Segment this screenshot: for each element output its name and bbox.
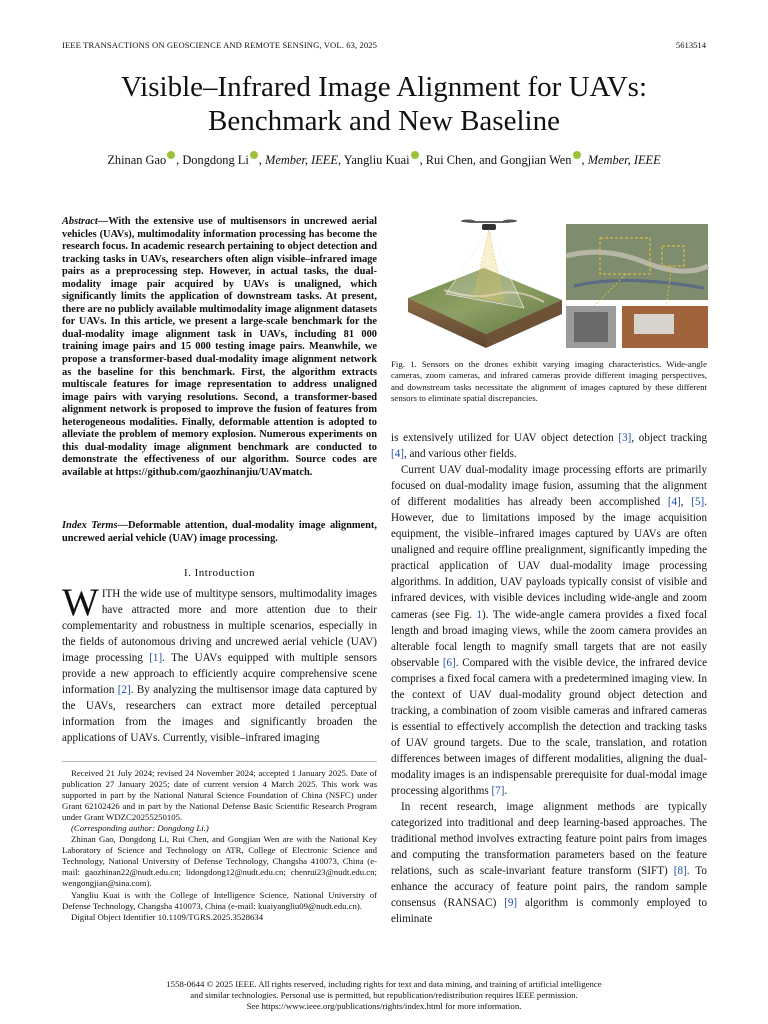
- text-part: is extensively utilized for UAV object detection: [391, 432, 619, 444]
- paragraph: [391, 430, 707, 462]
- journal-header: IEEE TRANSACTIONS ON GEOSCIENCE AND REMOTE SENSING, VOL. 63, 2025: [62, 40, 378, 50]
- member-label: Member, IEEE: [587, 153, 661, 167]
- intro-text-part: . The UAVs equipped with multiple sensors provide a new approach to efficiently acquire comprehensive scene information: [62, 652, 377, 697]
- index-terms: [62, 520, 377, 545]
- title-line-1: Visible–Infrared Image Alignment for UAVs:: [120, 71, 648, 103]
- figure-1: [404, 216, 710, 350]
- author-list: Zhinan Gao , Dongdong Li , Member, IEEE, Yangliu Kuai , Rui Chen, and Gongjian Wen , Member, IEEE: [107, 153, 661, 167]
- text-part: algorithm is commonly employed to eliminate: [391, 897, 707, 926]
- author-4: Rui Chen, and Gongjian Wen: [425, 153, 572, 167]
- received-note: Received 21 July 2024; revised 24 November 2024; accepted 1 January 2025. Date of publication 27 January 2025; date of current version 4 March 2025. This work was supported in part by the National Natural Science Foundation of China (NSFC) under Grant 62102426 and in part by the National Defense Basic Scientific Research Program under Grant WDZC20255250105.: [62, 768, 377, 823]
- citation-link[interactable]: [1]: [149, 652, 163, 665]
- infrared-patch: [574, 312, 608, 342]
- figure-link[interactable]: 1: [476, 608, 483, 621]
- figure-1-illustration: [404, 216, 710, 350]
- index-terms-text: Deformable attention, dual-modality image alignment, uncrewed aerial vehicle (UAV) image processing.: [62, 520, 377, 544]
- text-part: ). The wide-angle camera provides a fixed focal length and broad imaging views, while the zoom camera provides an alterable focal length to magnify small targets that are not easily observable: [391, 608, 707, 669]
- affiliation-note: Yangliu Kuai is with the College of Intelligence Science, National University of Defense Technology, Changsha 410073, China (e-mail: kuaiyangliu09@nudt.edu.cn).: [62, 889, 377, 911]
- citation-link[interactable]: [2]: [117, 684, 131, 697]
- footnotes: [62, 768, 377, 923]
- citation-link[interactable]: [5]: [691, 496, 705, 509]
- text-part: . To enhance the accuracy of feature point pairs, the random sample consensus (RANSAC): [391, 865, 707, 910]
- citation-link[interactable]: [7]: [491, 785, 505, 798]
- intro-text: [62, 581, 377, 746]
- drop-cap: W: [62, 581, 99, 624]
- paragraph: [391, 462, 707, 799]
- copyright-notice: [0, 979, 768, 1013]
- text-part: , and various other fields.: [403, 448, 517, 461]
- citation-link[interactable]: [4]: [391, 448, 404, 461]
- orcid-icon[interactable]: [250, 151, 258, 159]
- drone-icon: [461, 220, 517, 231]
- abstract-text: With the extensive use of multisensors in uncrewed aerial vehicles (UAVs), multimodality information processing has become the research focus. In academic research pertaining to object detection and tracking tasks in UAVs, researchers often align visible–infrared image pairs as a preprocessing step. However, in actual tasks, the dual-modality image pair acquired by UAVs is unaligned, which significantly limits the application of downstream tasks. At present, there are no publicly available multimodality image alignment datasets for UAVs. In this article, we present a large-scale benchmark for the dual-modality image alignment task in UAVs, including 81 000 training image pairs and 15 000 testing image pairs. Meanwhile, we propose a transformer-based dual-modality image alignment network as the baseline for this benchmark. First, the algorithm extracts multiscale features for image representation to address unaligned image pairs with varying resolutions. Second, a transformer-based alignment network is proposed to improve the fusion of features from heterogeneous modalities. Finally, deformable attention is adopted to alleviate the problem of memory explosion. Numerous experiments on this dual-modality image alignment benchmark are conducted to demonstrate the effectiveness of our algorithm. Source codes are available at https://github.com/gaozhinanjiu/UAVmatch.: [62, 216, 377, 478]
- zoom-patch: [634, 314, 674, 334]
- abstract: [62, 216, 377, 479]
- paper-title: [0, 70, 768, 138]
- article-number: 5613514: [675, 40, 706, 50]
- doi-note: Digital Object Identifier 10.1109/TGRS.2025.3528634: [71, 911, 264, 922]
- text-part: , object tracking: [631, 432, 707, 444]
- text-part: ,: [680, 496, 692, 509]
- citation-link[interactable]: [4]: [667, 496, 681, 509]
- abstract-lead: Abstract—: [62, 216, 109, 227]
- copyright-line: 1558-0644 © 2025 IEEE. All rights reserved, including rights for text and data mining, and training of artificial intelligence: [166, 979, 602, 989]
- text-part: In recent research, image alignment methods are typically categorized into traditional and deep learning-based approaches. The traditional method involves extracting feature point pairs from images and computing the transformation parameters based on the feature relations, such as scale-invariant feature transform (SIFT): [391, 801, 707, 878]
- footnote-divider: [62, 761, 377, 762]
- text-part: Current UAV dual-modality image processing efforts are primarily focused on dual-modality image fusion, assuming that the alignment of different modalities has already been accomplished: [391, 464, 707, 509]
- section-heading: I. Introduction: [183, 567, 256, 579]
- text-part: . However, due to limitations imposed by the image acquisition equipment, the visible–infrared images captured by UAVs are often unaligned and require offline prealignment, significantly impeding the practical application of UAV dual-modality image processing algorithms. In addition, UAV payloads typically consist of visible and infrared devices, with visible devices including wide-angle and zoom cameras (see Fig.: [391, 496, 707, 621]
- citation-link[interactable]: [3]: [618, 432, 632, 444]
- intro-text-part: ITH the wide use of multitype sensors, multimodality images have attracted more and more attention due to their complementarity and robustness in multiple scenarios, especially in the fields of autonomous driving and uncrewed aerial vehicle (UAV) image processing: [62, 588, 377, 665]
- author-2: Dongdong Li: [182, 153, 249, 167]
- text-part: . Compared with the visible device, the infrared device comprises a fixed focal camera with a predetermined imaging view. In the context of UAV dual-modality ground object detection and tracking, a combination of zoom visible cameras and infrared cameras is essential to effectively accomplish the detection and tracking tasks of UAV ground targets. Due to the scale, translation, and rotation differences between images of different modalities, aligning the dual-modality images is an indispensable prerequisite for dual-modal image processing algorithms: [391, 656, 708, 798]
- copyright-line: and similar technologies. Personal use is permitted, but republication/redistribution requires IEEE permission.: [190, 990, 578, 1001]
- orcid-icon[interactable]: [411, 151, 419, 159]
- copyright-line: See https://www.ieee.org/publications/rights/index.html for more information.: [246, 1001, 522, 1012]
- author-1: Zhinan Gao: [107, 153, 167, 167]
- member-label: Member, IEEE: [265, 153, 338, 167]
- orcid-icon[interactable]: [167, 151, 175, 159]
- orcid-icon[interactable]: [573, 151, 581, 159]
- citation-link[interactable]: [6]: [442, 656, 456, 669]
- index-terms-lead: Index Terms—: [62, 520, 128, 531]
- citation-link[interactable]: [9]: [504, 897, 518, 910]
- intro-text-part: . By analyzing the multisensor image data captured by the UAVs, researchers can extract more detailed perceptual information from the images and significantly broaden the applications of UAVs. Currently, visible–infrared imaging: [62, 684, 377, 745]
- text-part: .: [504, 785, 508, 798]
- corresponding-note: (Corresponding author: Dongdong Li.): [71, 823, 209, 834]
- citation-link[interactable]: [8]: [673, 865, 687, 878]
- title-line-2: Benchmark and New Baseline: [208, 105, 560, 137]
- author-3: Yangliu Kuai: [343, 153, 410, 167]
- paragraph: [391, 799, 707, 927]
- figure-caption: Fig. 1. Sensors on the drones exhibit varying imaging characteristics. Wide-angle cameras, zoom cameras, and infrared cameras provide different imaging perspectives, and downstream tasks necessitate the alignment of images captured by these different sensors to eliminate spatial discrepancies.: [391, 359, 707, 404]
- affiliation-note: Zhinan Gao, Dongdong Li, Rui Chen, and Gongjian Wen are with the National Key Laboratory of Science and Technology on ATR, College of Electronic Science and Technology, National University of Defense Technology, Changsha 410073, China (e-mail: gaozhinan22@nudt.edu.cn; lidongdong12@nudt.edu.cn; chenrui23@nudt.edu.cn; wengongjian@sina.com).: [62, 834, 377, 889]
- right-column-text: [391, 430, 707, 927]
